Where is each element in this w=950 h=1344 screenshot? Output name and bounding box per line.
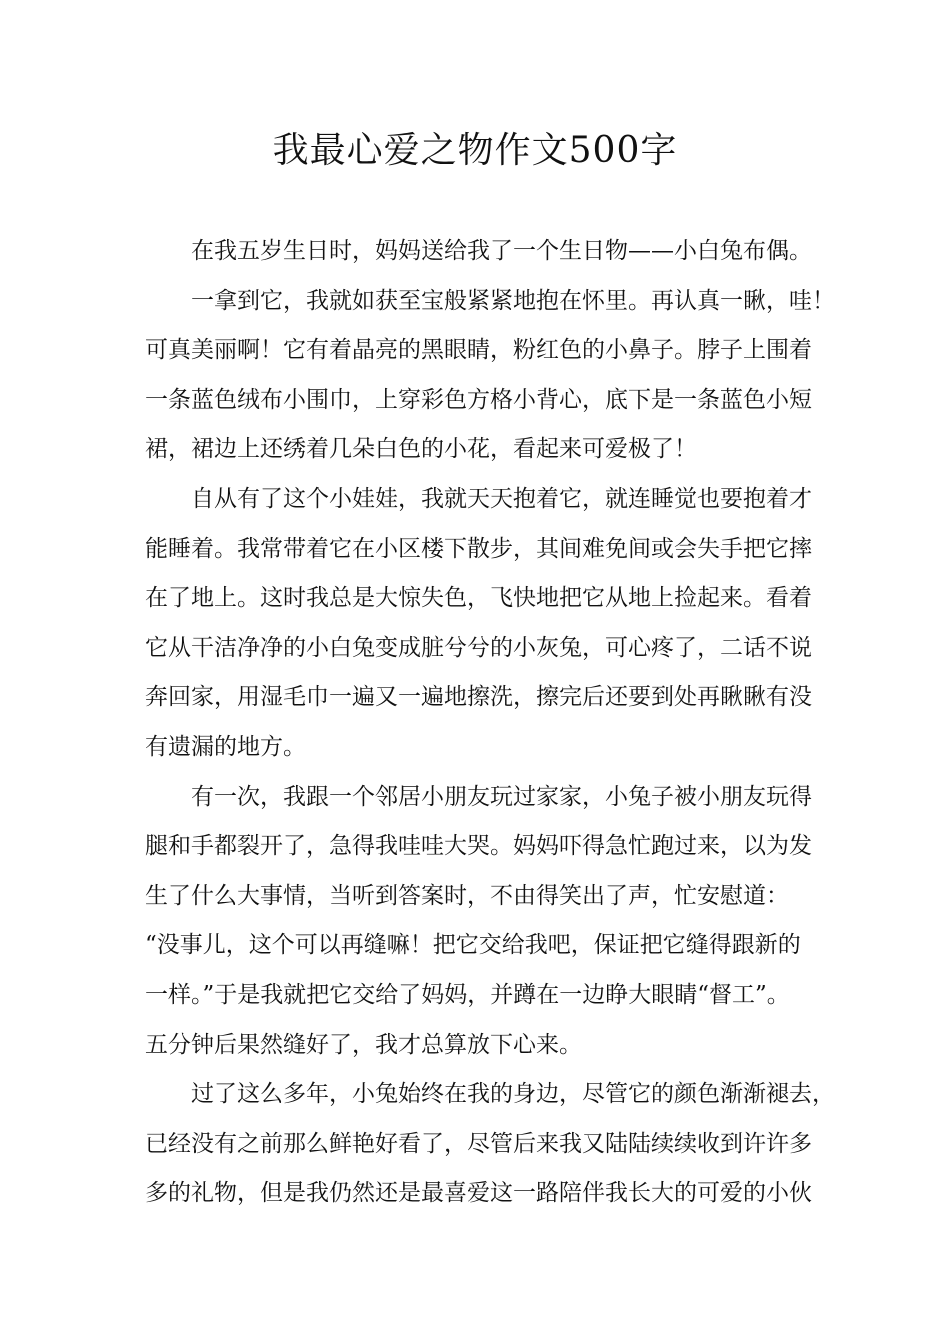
paragraph-line: 生了什么大事情，当听到答案时，不由得笑出了声，忙安慰道： <box>145 882 789 909</box>
paragraph-line: 裙，裙边上还绣着几朵白色的小花，看起来可爱极了！ <box>145 436 697 463</box>
paragraph-line: 一样。”于是我就把它交给了妈妈，并蹲在一边睁大眼睛“督工”。 <box>145 981 790 1008</box>
paragraph-line: 五分钟后果然缝好了，我才总算放下心来。 <box>145 1031 582 1058</box>
paragraph-line: 能睡着。我常带着它在小区楼下散步，其间难免间或会失手把它摔 <box>145 535 812 562</box>
paragraph-first-line: 一拿到它，我就如获至宝般紧紧地抱在怀里。再认真一瞅，哇！ <box>191 287 835 314</box>
paragraph-line: 一条蓝色绒布小围巾，上穿彩色方格小背心，底下是一条蓝色小短 <box>145 386 812 413</box>
paragraph-first-line: 有一次，我跟一个邻居小朋友玩过家家，小兔子被小朋友玩得 <box>191 783 812 810</box>
paragraph-line: 多的礼物，但是我仍然还是最喜爱这一路陪伴我长大的可爱的小伙 <box>145 1180 812 1207</box>
paragraph-line: 有遗漏的地方。 <box>145 733 306 760</box>
paragraph-line: 已经没有之前那么鲜艳好看了，尽管后来我又陆陆续续收到许许多 <box>145 1130 812 1157</box>
document-body <box>145 227 835 1219</box>
paragraph-line: “没事儿，这个可以再缝嘛！把它交给我吧，保证把它缝得跟新的 <box>145 932 801 959</box>
paragraph-first-line: 过了这么多年，小兔始终在我的身边，尽管它的颜色渐渐褪去， <box>191 1081 835 1108</box>
paragraph-line: 可真美丽啊！它有着晶亮的黑眼睛，粉红色的小鼻子。脖子上围着 <box>145 337 812 364</box>
document-title: 我最心爱之物作文500字 <box>272 130 678 171</box>
paragraph-first-line: 自从有了这个小娃娃，我就天天抱着它，就连睡觉也要抱着才 <box>191 485 812 512</box>
paragraph-line: 腿和手都裂开了，急得我哇哇大哭。妈妈吓得急忙跑过来，以为发 <box>145 833 812 860</box>
paragraph-first-line: 在我五岁生日时，妈妈送给我了一个生日物——小白兔布偶。 <box>191 238 812 264</box>
paragraph-line: 在了地上。这时我总是大惊失色，飞快地把它从地上捡起来。看着 <box>145 585 812 612</box>
paragraph-line: 它从干洁净净的小白兔变成脏兮兮的小灰兔，可心疼了，二话不说 <box>145 634 812 661</box>
paragraph-line: 奔回家，用湿毛巾一遍又一遍地擦洗，擦完后还要到处再瞅瞅有没 <box>145 684 812 711</box>
